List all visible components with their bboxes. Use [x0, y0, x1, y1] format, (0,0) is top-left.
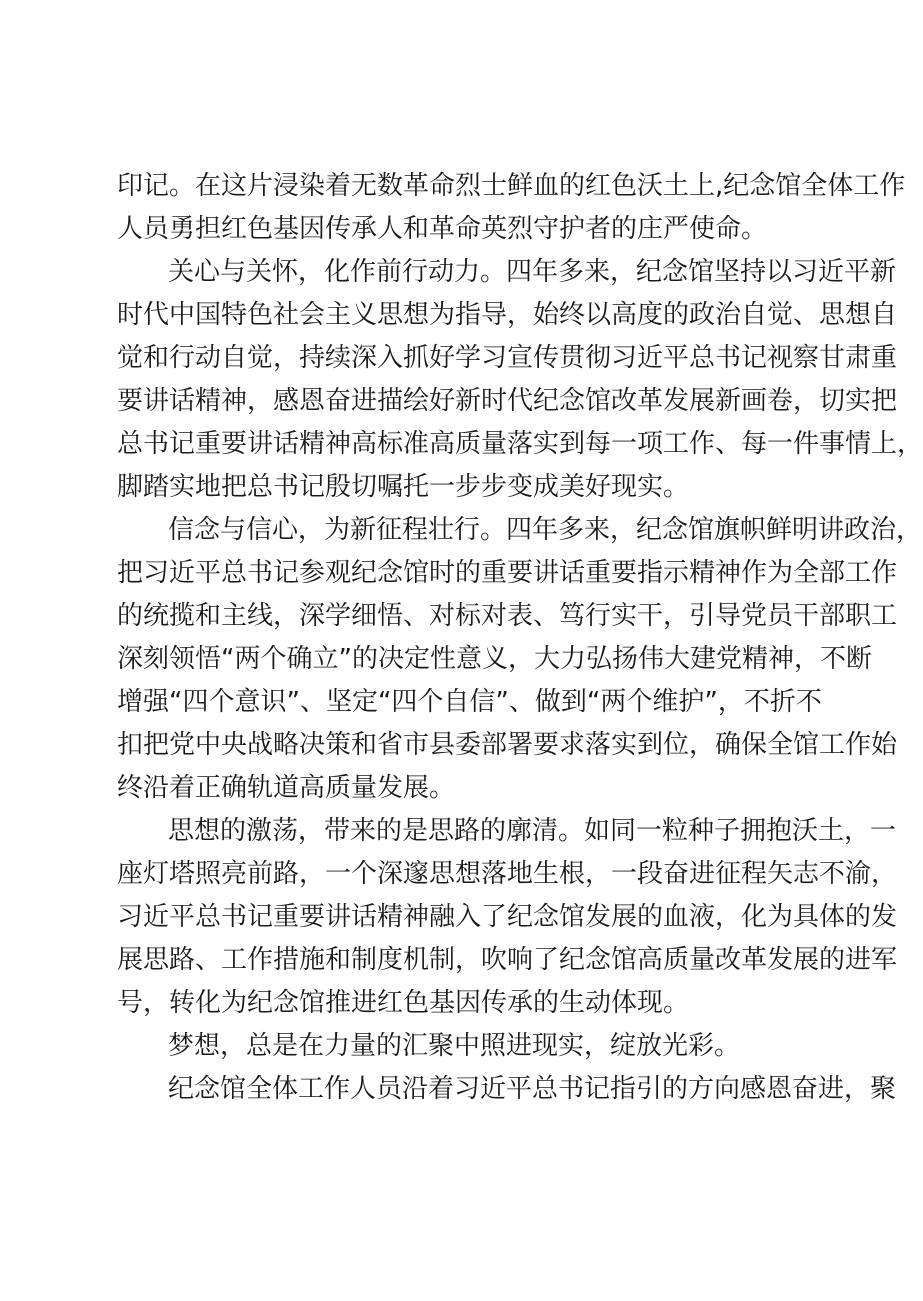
paragraph-start-dream: 梦想，总是在力量的汇聚中照进现实，绽放光彩。 [168, 1031, 741, 1061]
paragraph-start-thought: 思想的激荡，带来的是思路的廓清。如同一粒种子拥抱沃土，一 [168, 816, 897, 846]
text-line-10: 把习近平总书记参观纪念馆时的重要讲话重要指示精神作为全部工作 [117, 558, 898, 588]
text-line-14: 扣把党中央战略决策和省市县委部署要求落实到位，确保全馆工作始 [117, 730, 898, 760]
paragraph-start-staff: 纪念馆全体工作人员沿着习近平总书记指引的方向感恩奋进，聚 [168, 1074, 897, 1104]
text-line-1: 印记。在这片浸染着无数革命烈士鲜血的红色沃土上,纪念馆全体工作 [117, 171, 906, 201]
text-line-19: 展思路、工作措施和制度机制，吹响了纪念馆高质量改革发展的进军 [117, 945, 898, 975]
text-line-11: 的统揽和主线，深学细悟、对标对表、笃行实干，引导党员干部职工 [117, 601, 898, 631]
text-line-20: 号，转化为纪念馆推进红色基因传承的生动体现。 [117, 988, 690, 1018]
paragraph-start-belief: 信念与信心，为新征程壮行。四年多来，纪念馆旗帜鲜明讲政治， [168, 515, 923, 545]
text-line-17: 座灯塔照亮前路，一个深邃思想落地生根，一段奋进征程矢志不渝， [117, 859, 898, 889]
text-line-6: 要讲话精神，感恩奋进描绘好新时代纪念馆改革发展新画卷，切实把 [117, 386, 898, 416]
text-line-8: 脚踏实地把总书记殷切嘱托一步步变成美好现实。 [117, 472, 690, 502]
text-line-4: 时代中国特色社会主义思想为指导，始终以高度的政治自觉、思想自 [117, 300, 898, 330]
paragraph-start-care: 关心与关怀，化作前行动力。四年多来，纪念馆坚持以习近平新 [168, 257, 897, 287]
text-line-13: 增强“四个意识”、坚定“四个自信”、做到“两个维护”，不折不 [117, 687, 822, 717]
text-line-15: 终沿着正确轨道高质量发展。 [117, 773, 456, 803]
text-line-2: 人员勇担红色基因传承人和革命英烈守护者的庄严使命。 [117, 214, 768, 244]
text-line-7: 总书记重要讲话精神高标准高质量落实到每一项工作、每一件事情上， [117, 429, 923, 459]
text-line-12: 深刻领悟“两个确立”的决定性意义，大力弘扬伟大建党精神，不断 [117, 644, 872, 674]
text-line-18: 习近平总书记重要讲话精神融入了纪念馆发展的血液，化为具体的发 [117, 902, 898, 932]
text-line-5: 觉和行动自觉，持续深入抓好学习宣传贯彻习近平总书记视察甘肃重 [117, 343, 898, 373]
